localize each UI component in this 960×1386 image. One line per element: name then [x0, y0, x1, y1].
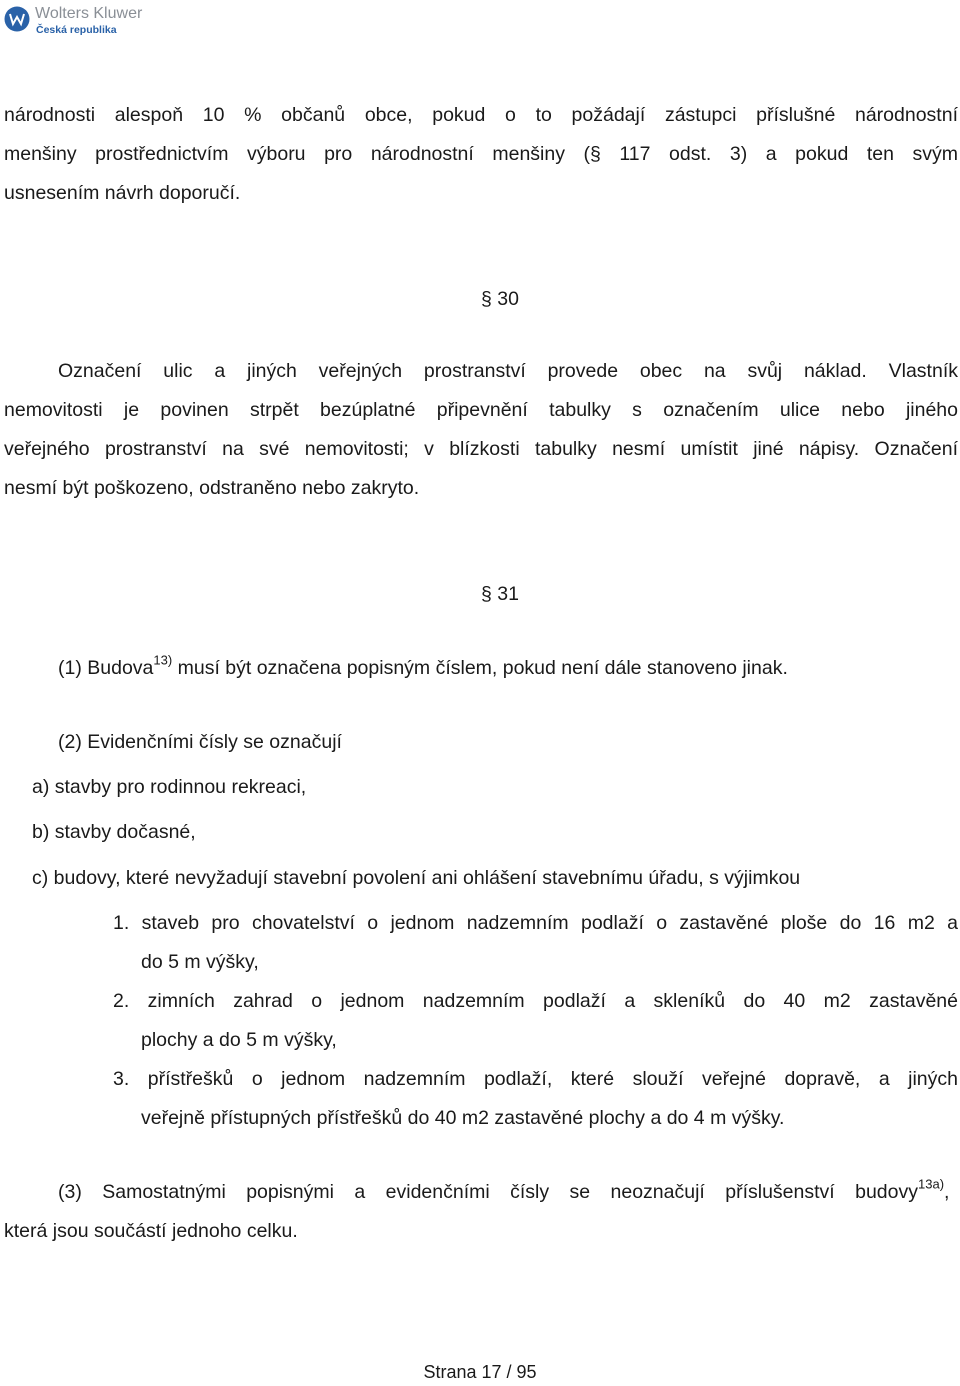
footnote-ref-13: 13)	[153, 652, 173, 668]
item-a: a) stavby pro rodinnou rekreaci,	[32, 776, 307, 798]
intro-line-3: usnesením návrh doporučí.	[4, 182, 241, 204]
footnote-ref-13a: 13a)	[918, 1176, 945, 1192]
brand-name: Wolters Kluwer	[35, 5, 143, 22]
s31-paragraph-3-line-1	[58, 1173, 958, 1212]
s30-line-4: nesmí být poškozeno, odstraněno nebo zakryto.	[4, 477, 420, 499]
p1-end: musí být označena popisným číslem, pokud není dále stanoveno jinak.	[172, 657, 788, 679]
subitem-2-line-2: plochy a do 5 m výšky,	[141, 1029, 337, 1051]
wolters-kluwer-logo-icon	[4, 6, 30, 32]
intro-line-1: národnosti alespoň 10 % občanů obce, pokud o to požádají zástupci příslušné národnostní	[4, 104, 958, 126]
s30-line-3: veřejného prostranství na své nemovitosti; v blízkosti tabulky nesmí umístit jiné nápisy. Označení	[4, 438, 958, 460]
brand-region: Česká republika	[36, 24, 117, 36]
p3-start: (3) Samostatnými popisnými a evidenčními čísly se neoznačují příslušenství budovy	[58, 1181, 918, 1203]
subitem-2-line-1: 2. zimních zahrad o jednom nadzemním podlaží a skleníků do 40 m2 zastavěné	[113, 990, 958, 1012]
intro-line-2: menšiny prostřednictvím výboru pro národnostní menšiny (§ 117 odst. 3) a pokud ten svým	[4, 143, 958, 165]
s30-line-2: nemovitosti je povinen strpět bezúplatné připevnění tabulky s označením ulice nebo jiného	[4, 399, 958, 421]
p3-comma: ,	[944, 1181, 950, 1203]
s31-paragraph-1	[58, 649, 788, 688]
p1-start: (1) Budova	[58, 657, 154, 679]
publisher-logo	[4, 3, 154, 37]
s30-line-1: Označení ulic a jiných veřejných prostranství provede obec na svůj náklad. Vlastník	[58, 360, 958, 382]
subitem-3-line-2: veřejně přístupných přístřešků do 40 m2 zastavěné plochy a do 4 m výšky.	[141, 1107, 785, 1129]
subitem-1-line-1: 1. staveb pro chovatelství o jednom nadzemním podlaží o zastavěné ploše do 16 m2 a	[113, 912, 958, 934]
subitem-3-line-1: 3. přístřešků o jednom nadzemním podlaží, které slouží veřejné dopravě, a jiných	[113, 1068, 958, 1090]
page-number: Strana 17 / 95	[423, 1362, 537, 1382]
section-30-heading: § 30	[481, 288, 519, 310]
s31-paragraph-2: (2) Evidenčními čísly se označují	[58, 731, 342, 753]
item-c: c) budovy, které nevyžadují stavební povolení ani ohlášení stavebnímu úřadu, s výjimkou	[32, 867, 801, 889]
s31-paragraph-3-line-2: která jsou součástí jednoho celku.	[4, 1220, 298, 1242]
section-31-heading: § 31	[481, 583, 519, 605]
subitem-1-line-2: do 5 m výšky,	[141, 951, 259, 973]
item-b: b) stavby dočasné,	[32, 821, 196, 843]
